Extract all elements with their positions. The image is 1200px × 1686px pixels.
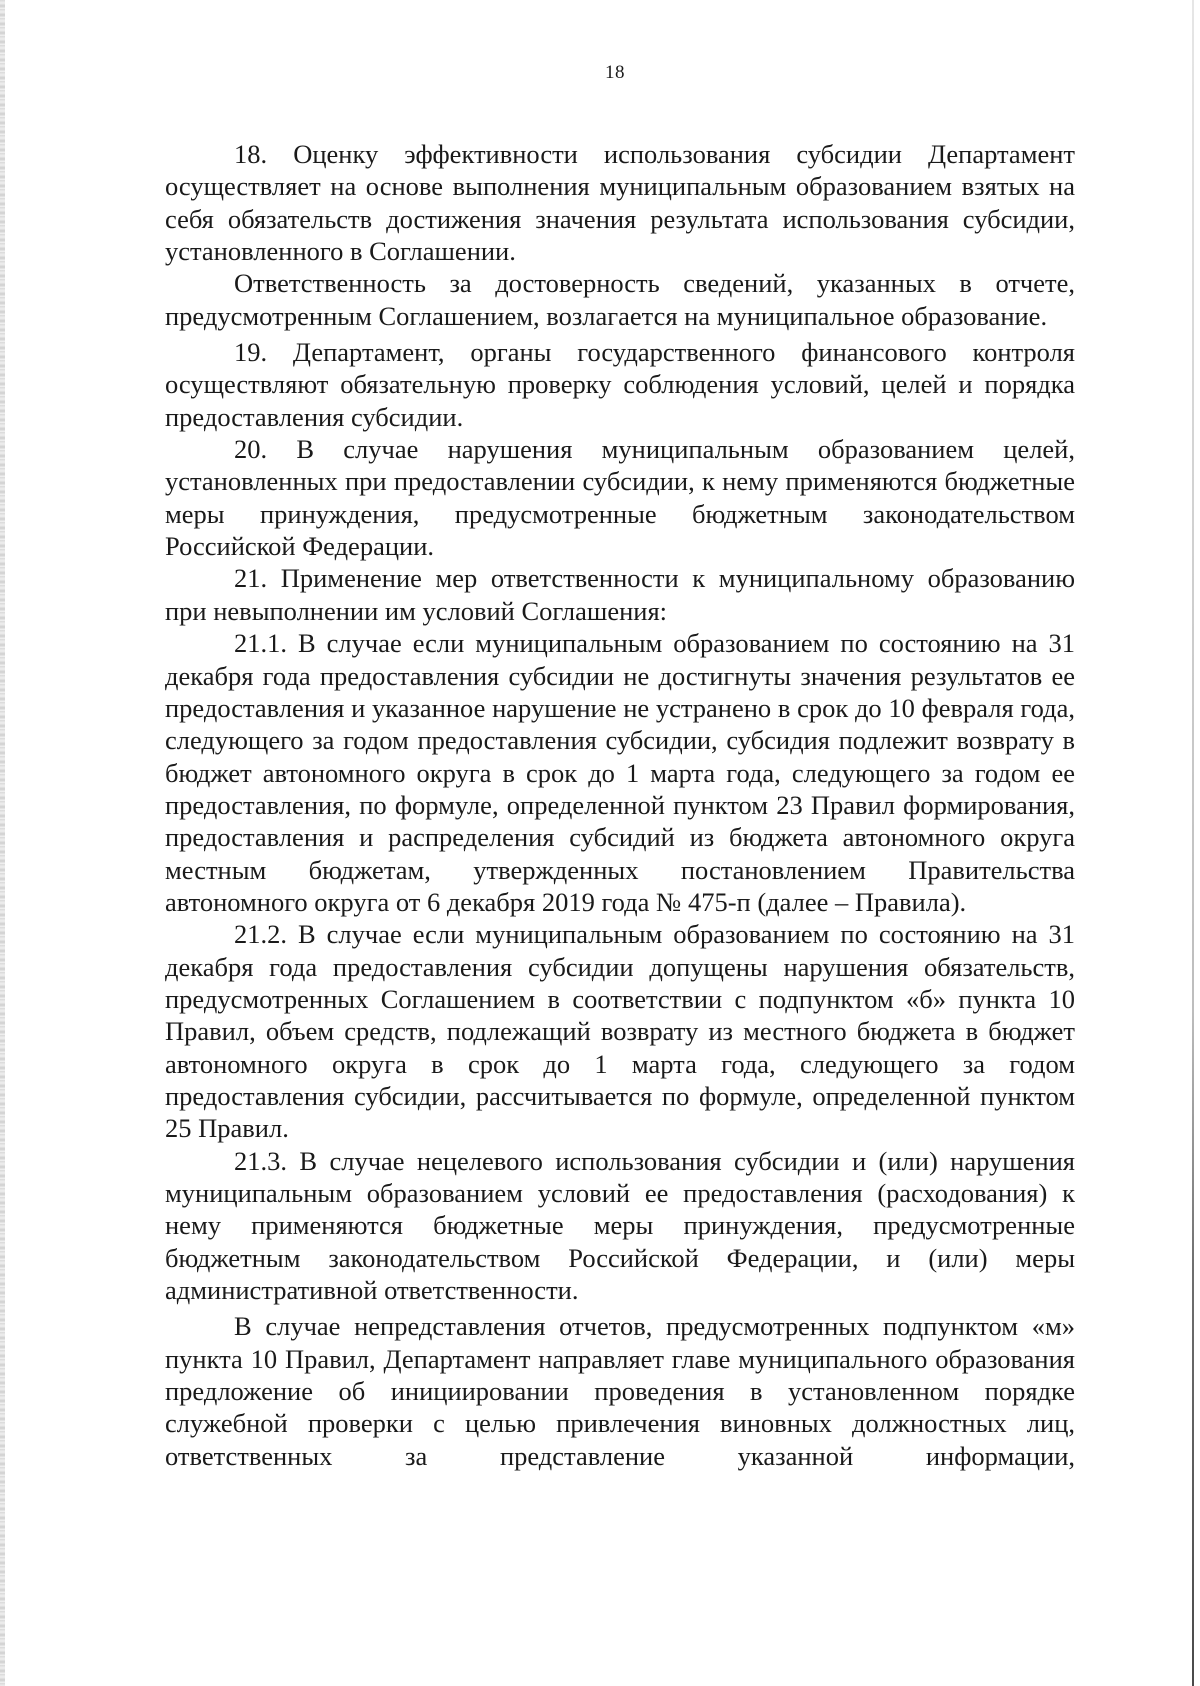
scan-edge-left xyxy=(0,0,5,1686)
paragraph-19: 19. Департамент, органы государственного финансового контроля осуществляют обязательную проверку соблюдения условий, целей и порядка предоставления субсидии. xyxy=(165,337,1075,432)
paragraph-18: 18. Оценку эффективности использования субсидии Департамент осуществляет на основе выполнения муниципальным образованием взятых на себя обязательств достижения значения результата использования субсидии, установленного в Соглашении. xyxy=(165,139,1075,267)
paragraph-21-3: 21.3. В случае нецелевого использования субсидии и (или) нарушения муниципальным образованием условий ее предоставления (расходования) к нему применяются бюджетные меры принуждения, предусмотренные бюджетным законодательством Российской Федерации, и (или) меры административной ответственности. xyxy=(165,1145,1075,1306)
paragraph-responsibility: Ответственность за достоверность сведений, указанных в отчете, предусмотренным Соглашением, возлагается на муниципальное образование. xyxy=(165,268,1075,331)
paragraph-20: 20. В случае нарушения муниципальным образованием целей, установленных при предоставлении субсидии, к нему применяются бюджетные меры принуждения, предусмотренные бюджетным законодательством Российской Федерации. xyxy=(165,434,1075,562)
document-body xyxy=(165,138,1075,1472)
paragraph-non-submission: В случае непредставления отчетов, предусмотренных подпунктом «м» пункта 10 Правил, Департамент направляет главе муниципального образования предложение об инициировании проведения в установленном порядке служебной проверки с целью привлечения виновных должностных лиц, ответственных за представление указанной информации, xyxy=(165,1311,1075,1471)
page-number: 18 xyxy=(605,62,625,83)
paragraph-21-2: 21.2. В случае если муниципальным образованием по состоянию на 31 декабря года предоставления субсидии допущены нарушения обязательств, предусмотренных Соглашением в соответствии с подпунктом «б» пункта 10 Правил, объем средств, подлежащий возврату из местного бюджета в бюджет автономного округа в срок до 1 марта года, следующего за годом предоставления субсидии, рассчитывается по формуле, определенной пунктом 25 Правил. xyxy=(165,919,1075,1144)
paragraph-21-1: 21.1. В случае если муниципальным образованием по состоянию на 31 декабря года предоставления субсидии не достигнуты значения результатов ее предоставления и указанное нарушение не устранено в срок до 10 февраля года, следующего за годом предоставления субсидии, субсидия подлежит возврату в бюджет автономного округа в срок до 1 марта года, следующего за годом ее предоставления, по формуле, определенной пунктом 23 Правил формирования, предоставления и распределения субсидий из бюджета автономного округа местным бюджетам, утвержденных постановлением Правительства автономного округа от 6 декабря 2019 года № 475-п (далее – Правила). xyxy=(165,628,1075,917)
scan-edge-right xyxy=(1192,0,1194,1686)
paragraph-21: 21. Применение мер ответственности к муниципальному образованию при невыполнении им условий Соглашения: xyxy=(165,563,1075,626)
